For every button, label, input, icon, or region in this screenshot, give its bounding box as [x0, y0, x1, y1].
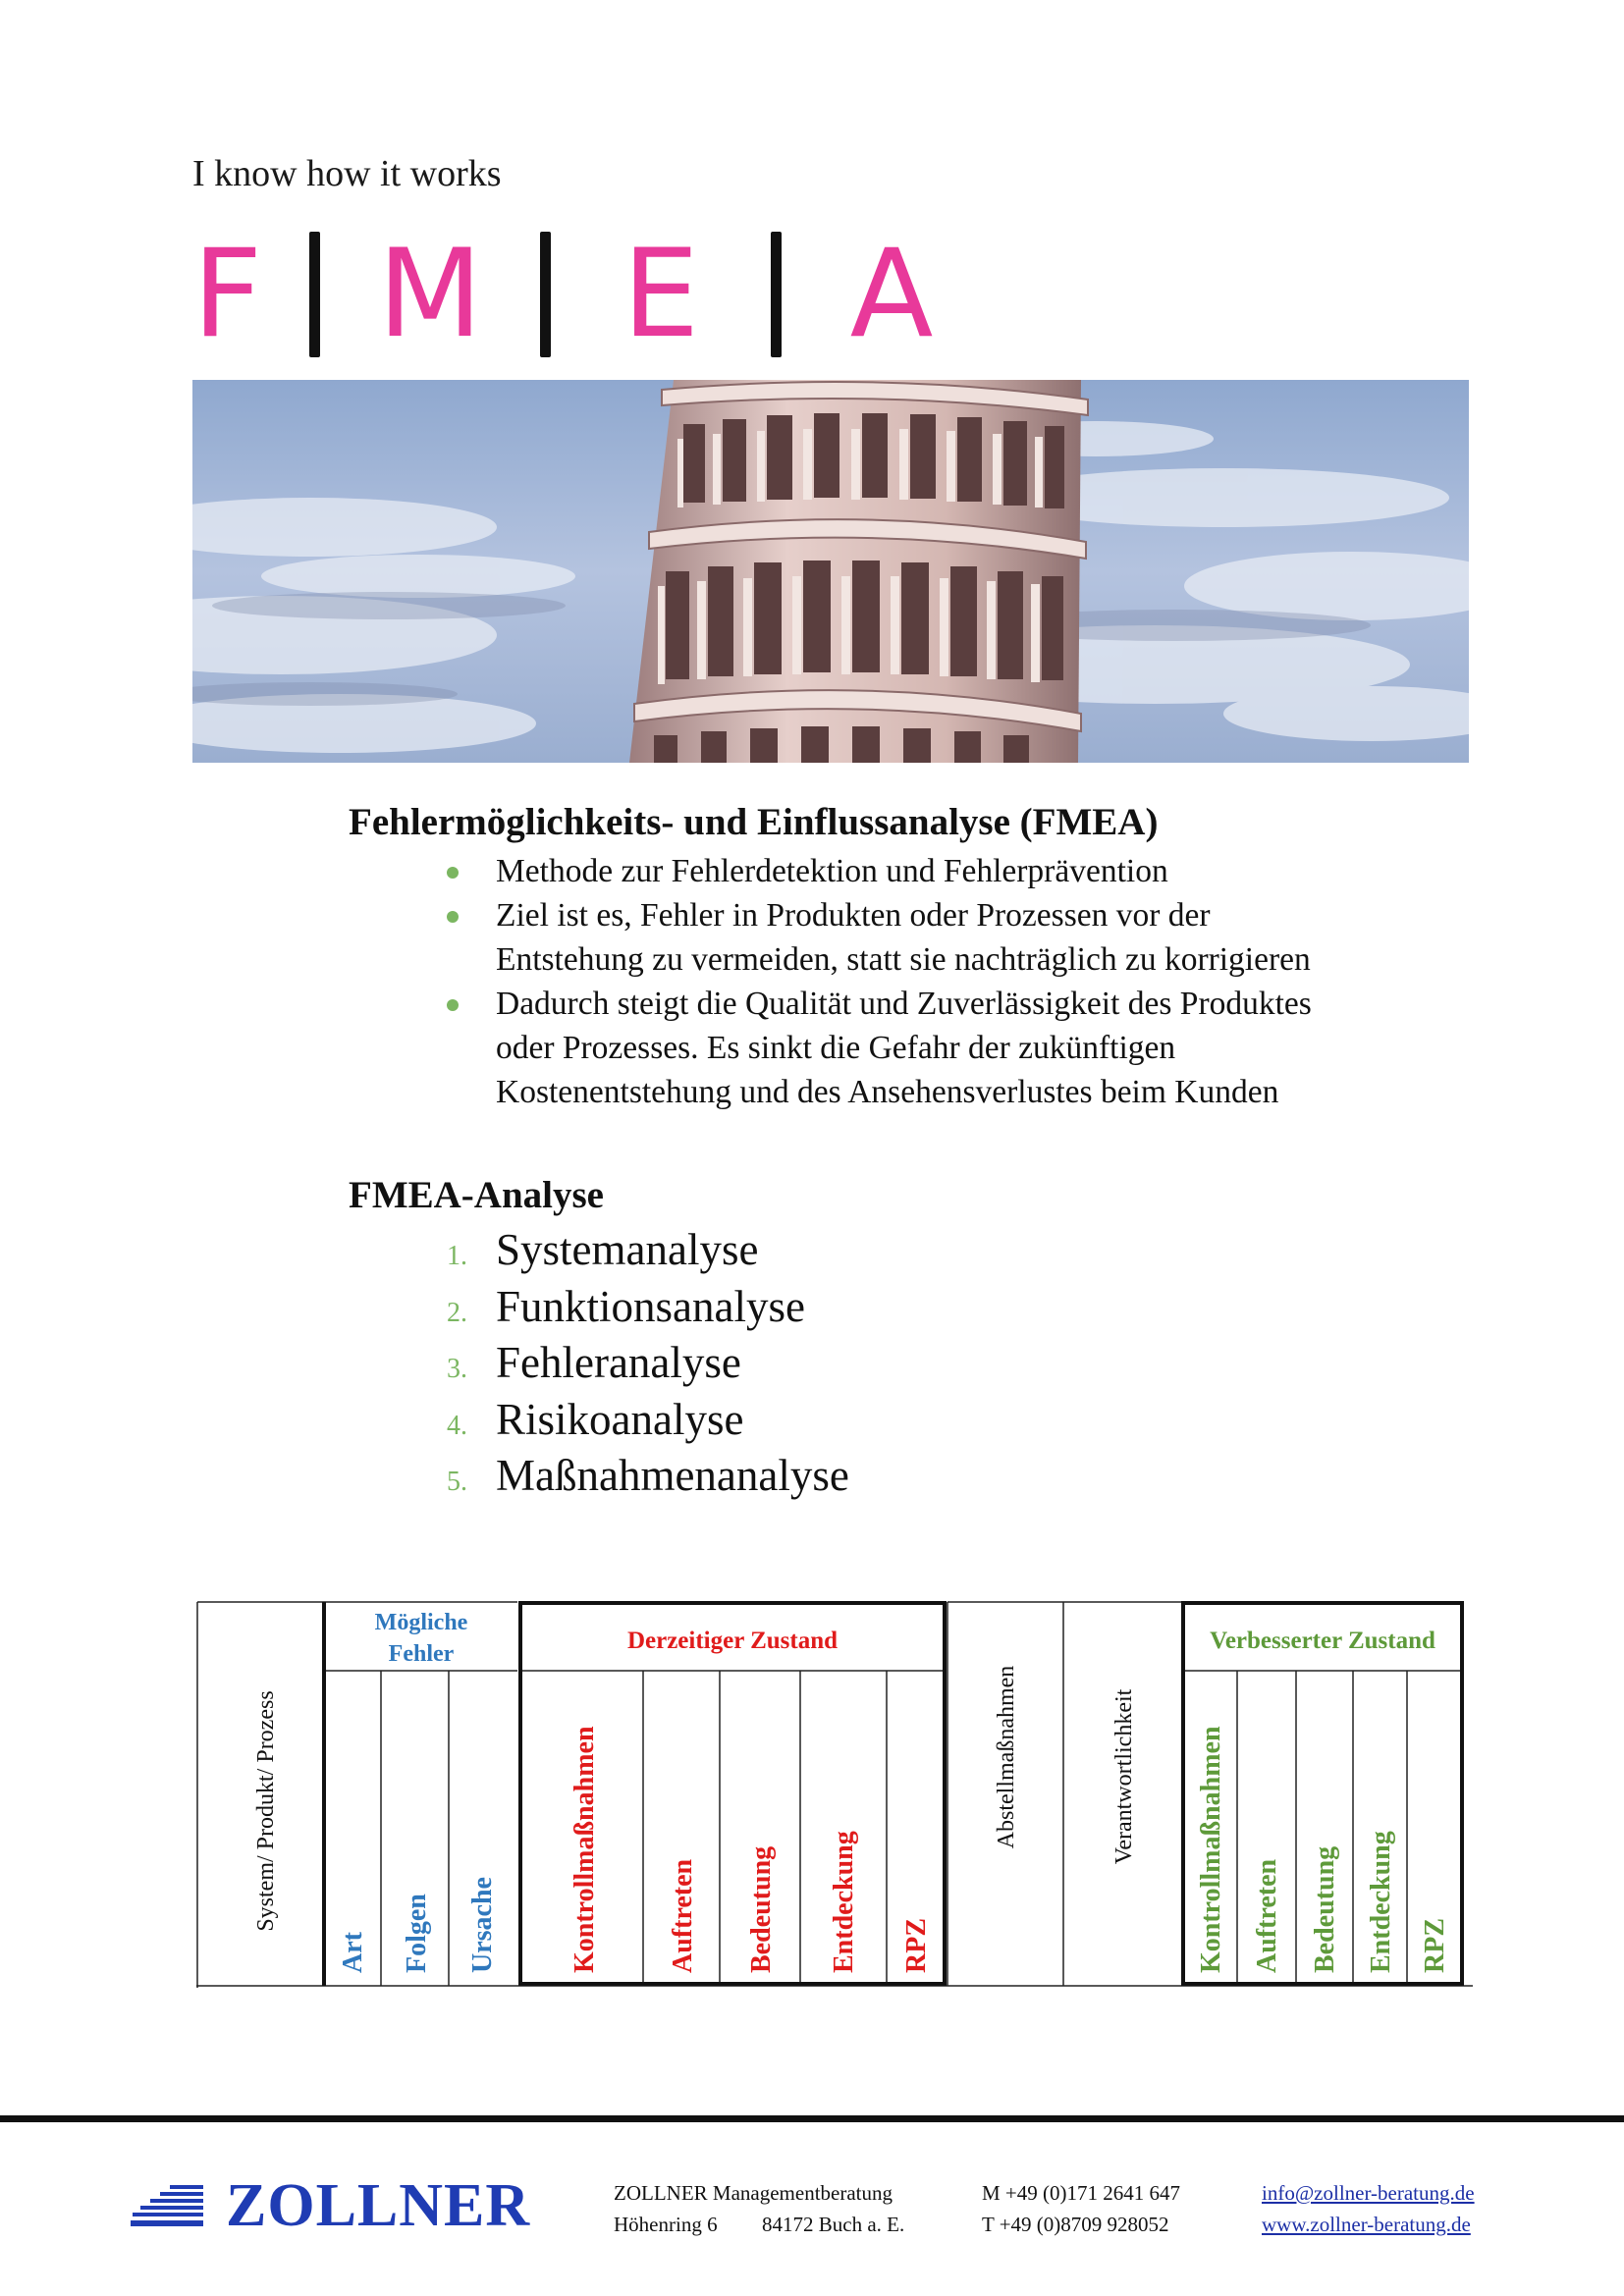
table-col-kontroll: Kontrollmaßnahmen	[569, 1726, 600, 1973]
step-label: Risikoanalyse	[496, 1394, 744, 1444]
zollner-brand: ZOLLNER	[226, 2172, 531, 2239]
hero-image-pisa-tower	[192, 380, 1469, 763]
section-heading-fmea: Fehlermöglichkeits- und Einflussanalyse (FMEA)	[349, 801, 1159, 843]
footer-city: 84172 Buch a. E.	[762, 2213, 905, 2236]
step-number: 3.	[447, 1354, 467, 1384]
fmea-steps-list	[447, 1224, 849, 1507]
step-number: 5.	[447, 1467, 467, 1497]
footer-web-link[interactable]: www.zollner-beratung.de	[1262, 2213, 1471, 2236]
step-number: 4.	[447, 1410, 467, 1441]
table-col-system: System/ Produkt/ Prozess	[253, 1690, 279, 1932]
logo-divider	[771, 232, 782, 357]
table-col-v-bedeutung: Bedeutung	[1310, 1845, 1340, 1973]
table-group-moegliche-line2: Fehler	[388, 1641, 455, 1667]
bullet-dot-icon	[447, 911, 459, 923]
bullet-item: Dadurch steigt die Qualität und Zuverlässigkeit des Produktes oder Prozesses. Es sinkt die Gefahr der zukünftigen Kostenentstehung und des Ansehensverlustes beim Kunden	[447, 982, 1488, 1114]
table-group-moegliche-line1: Mögliche	[374, 1610, 468, 1635]
step-label: Systemanalyse	[496, 1225, 759, 1274]
bullet-dot-icon	[447, 999, 459, 1011]
section-heading-fmea-analyse: FMEA-Analyse	[349, 1174, 604, 1216]
table-col-rpz: RPZ	[901, 1918, 932, 1973]
step-label: Fehleranalyse	[496, 1338, 741, 1387]
step-label: Funktionsanalyse	[496, 1281, 805, 1331]
table-col-bedeutung: Bedeutung	[746, 1845, 777, 1973]
step-number: 1.	[447, 1241, 467, 1271]
step-item	[447, 1281, 849, 1338]
table-col-entdeckung: Entdeckung	[829, 1831, 859, 1973]
footer-divider	[0, 2115, 1624, 2122]
step-label: Maßnahmenanalyse	[496, 1451, 849, 1500]
tagline: I know how it works	[192, 153, 502, 194]
logo-letter-a: A	[849, 224, 934, 365]
table-group-verbessert: Verbesserter Zustand	[1210, 1628, 1435, 1654]
footer-mobile: M +49 (0)171 2641 647	[982, 2181, 1181, 2205]
fmea-logo	[192, 221, 946, 368]
bullet-item: Methode zur Fehlerdetektion und Fehlerprävention	[447, 849, 1488, 893]
table-col-folgen: Folgen	[402, 1894, 432, 1973]
logo-letter-m: M	[377, 224, 483, 365]
step-item	[447, 1450, 849, 1507]
zollner-logo-icon	[131, 2183, 203, 2228]
table-col-art: Art	[338, 1932, 368, 1973]
footer-street: Höhenring 6	[614, 2213, 718, 2236]
table-col-ursache: Ursache	[467, 1877, 498, 1973]
table-col-verantwort: Verantwortlichkeit	[1111, 1688, 1137, 1865]
table-col-v-kontroll: Kontrollmaßnahmen	[1196, 1726, 1226, 1973]
footer-company: ZOLLNER Managementberatung	[614, 2181, 893, 2205]
fmea-bullet-list	[447, 849, 1488, 1114]
logo-divider	[309, 232, 320, 357]
table-col-abstell: Abstellmaßnahmen	[994, 1665, 1019, 1849]
footer-phone: T +49 (0)8709 928052	[982, 2213, 1169, 2236]
step-item	[447, 1224, 849, 1281]
table-group-derzeitig: Derzeitiger Zustand	[626, 1628, 839, 1654]
bullet-item: Ziel ist es, Fehler in Produkten oder Prozessen vor der Entstehung zu vermeiden, statt sie nachträglich zu korrigieren	[447, 893, 1488, 982]
logo-letter-f: F	[192, 224, 263, 365]
step-item	[447, 1337, 849, 1394]
table-col-v-entdeckung: Entdeckung	[1366, 1831, 1396, 1973]
footer-email-link[interactable]: info@zollner-beratung.de	[1262, 2181, 1475, 2205]
table-col-v-rpz: RPZ	[1420, 1918, 1450, 1973]
fmea-table	[196, 1600, 1473, 1988]
logo-letter-e: E	[622, 224, 700, 365]
step-item	[447, 1394, 849, 1451]
step-number: 2.	[447, 1297, 467, 1328]
table-col-v-auftreten: Auftreten	[1252, 1858, 1282, 1973]
logo-divider	[540, 232, 551, 357]
bullet-dot-icon	[447, 867, 459, 879]
table-col-auftreten: Auftreten	[668, 1858, 698, 1973]
